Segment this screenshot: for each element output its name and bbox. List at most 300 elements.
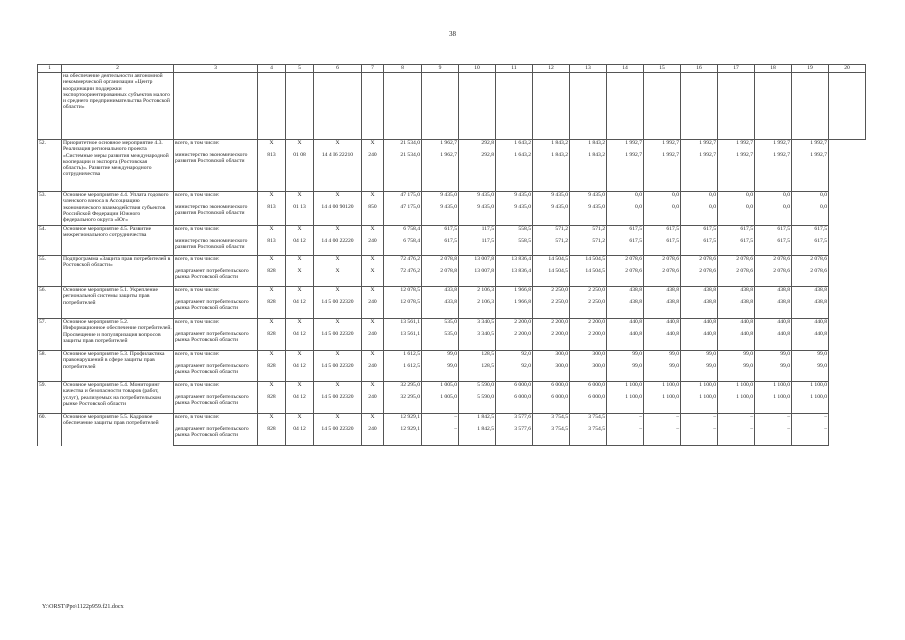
value-cell: 1 992,7 — [607, 152, 644, 192]
value-cell: X — [362, 414, 384, 427]
value-cell: 617,5 — [681, 238, 718, 256]
table-row — [38, 192, 866, 205]
value-cell: 1 992,7 — [718, 140, 755, 153]
row-name: Основное мероприятие 4.4. Уплата годового членского взноса в Ассоциацию экономического взаимодействия субъектов Российской Федерации Южного федерального округа «Юг» — [62, 192, 174, 226]
value-cell: 3 577,6 — [496, 426, 533, 446]
value-cell: 0,0 — [718, 192, 755, 205]
value-cell: – — [792, 426, 829, 446]
value-cell: 617,5 — [755, 238, 792, 256]
value-cell: 1 992,7 — [792, 152, 829, 192]
header-cell: 20 — [829, 65, 866, 73]
value-cell: 558,5 — [496, 238, 533, 256]
value-cell: 2 200,0 — [496, 319, 533, 332]
value-cell: 617,5 — [718, 238, 755, 256]
value-cell: X — [258, 351, 286, 364]
value-cell: 5 590,0 — [459, 394, 496, 414]
value-cell: 1 005,0 — [422, 382, 459, 395]
executor-cell: всего, в том числе: — [174, 256, 258, 269]
value-cell: 438,8 — [718, 287, 755, 300]
value-cell: 99,0 — [644, 351, 681, 364]
value-cell: 2 200,0 — [533, 319, 570, 332]
value-cell: 2 078,6 — [792, 256, 829, 269]
value-cell: 300,0 — [533, 363, 570, 382]
value-cell: 9 435,0 — [459, 204, 496, 226]
value-cell: 14 5 00 22320 — [314, 363, 362, 382]
value-cell: 0,0 — [607, 204, 644, 226]
value-cell: 9 435,0 — [422, 192, 459, 205]
value-cell: 1 992,7 — [644, 140, 681, 153]
value-cell: 14 5 00 22320 — [314, 331, 362, 351]
row-name: Основное мероприятие 5.3. Профилактика правонарушений в сфере защиты прав потребителей — [62, 351, 174, 382]
row-name: Основное мероприятие 5.4. Мониторинг качества и безопасности товаров (работ, услуг), реализуемых на потребительском рынке Ростовской области — [62, 382, 174, 414]
value-cell: 571,2 — [533, 238, 570, 256]
value-cell: 1 842,5 — [459, 414, 496, 427]
value-cell: X — [314, 414, 362, 427]
value-cell: 1 992,7 — [755, 140, 792, 153]
value-cell: 292,8 — [459, 140, 496, 153]
value-cell: 117,5 — [459, 238, 496, 256]
executor-cell: департамент потребительского рынка Ростовской области — [174, 426, 258, 446]
row-number: 53. — [38, 192, 62, 226]
row-name: Основное мероприятие 5.1. Укрепление региональной системы защиты прав потребителей — [62, 287, 174, 319]
value-cell: 617,5 — [755, 226, 792, 239]
value-cell: 1 843,2 — [570, 140, 607, 153]
value-cell: 440,8 — [644, 331, 681, 351]
row-number: 52. — [38, 140, 62, 192]
value-cell: – — [644, 414, 681, 427]
value-cell: 128,5 — [459, 363, 496, 382]
value-cell: 438,8 — [681, 287, 718, 300]
value-cell: 99,0 — [422, 363, 459, 382]
value-cell: 01 08 — [286, 152, 314, 192]
value-cell: X — [286, 140, 314, 153]
value-cell: 2 078,8 — [422, 268, 459, 287]
header-cell: 10 — [459, 65, 496, 73]
value-cell: X — [314, 382, 362, 395]
value-cell: 6 000,0 — [496, 394, 533, 414]
value-cell: 0,0 — [681, 192, 718, 205]
value-cell: 04 12 — [286, 394, 314, 414]
value-cell: 2 106,3 — [459, 299, 496, 319]
value-cell: 72 476,2 — [384, 268, 422, 287]
value-cell: 9 435,0 — [570, 192, 607, 205]
value-cell: 440,8 — [607, 319, 644, 332]
value-cell: 828 — [258, 363, 286, 382]
value-cell: X — [258, 382, 286, 395]
value-cell: 2 078,6 — [718, 256, 755, 269]
executor-cell: департамент потребительского рынка Ростовской области — [174, 363, 258, 382]
value-cell: 9 435,0 — [422, 204, 459, 226]
value-cell: 1 100,0 — [755, 382, 792, 395]
value-cell: X — [258, 414, 286, 427]
table-row — [38, 256, 866, 269]
value-cell: – — [681, 426, 718, 446]
value-cell: 440,8 — [755, 319, 792, 332]
value-cell: X — [258, 192, 286, 205]
value-cell: – — [718, 414, 755, 427]
value-cell: 617,5 — [607, 238, 644, 256]
value-cell: 9 435,0 — [496, 192, 533, 205]
value-cell: 99,0 — [644, 363, 681, 382]
executor-cell: всего, в том числе: — [174, 319, 258, 332]
value-cell: 14 504,5 — [570, 268, 607, 287]
row-number: 59. — [38, 382, 62, 414]
value-cell: 32 295,0 — [384, 382, 422, 395]
value-cell: 438,8 — [607, 287, 644, 300]
value-cell: 1 643,2 — [496, 152, 533, 192]
table-row — [38, 319, 866, 332]
value-cell: 13 836,4 — [496, 268, 533, 287]
header-cell: 1 — [38, 65, 62, 73]
value-cell: 1 100,0 — [718, 382, 755, 395]
value-cell: 04 12 — [286, 363, 314, 382]
continuation-text: на обеспечение деятельности автономной некоммерческой организации «Центр координации поддержки экспортоориентированных субъектов малого и среднего предпринимательства Ростовской области» — [62, 73, 174, 140]
executor-cell: всего, в том числе: — [174, 382, 258, 395]
value-cell: – — [422, 414, 459, 427]
value-cell: 9 435,0 — [459, 192, 496, 205]
header-cell: 9 — [422, 65, 459, 73]
table-row — [38, 414, 866, 427]
header-cell: 6 — [314, 65, 362, 73]
value-cell: 1 100,0 — [755, 394, 792, 414]
value-cell: X — [286, 192, 314, 205]
value-cell: – — [607, 426, 644, 446]
value-cell: 32 295,0 — [384, 394, 422, 414]
value-cell: 0,0 — [718, 204, 755, 226]
value-cell: 1 843,2 — [570, 152, 607, 192]
value-cell: 828 — [258, 299, 286, 319]
budget-table — [37, 64, 866, 446]
row-name: Основное мероприятие 4.5. Развитие межрегионального сотрудничества — [62, 226, 174, 256]
value-cell: 9 435,0 — [533, 204, 570, 226]
value-cell: 92,0 — [496, 351, 533, 364]
value-cell: 2 250,0 — [570, 299, 607, 319]
value-cell: 813 — [258, 152, 286, 192]
value-cell: 14 504,5 — [570, 256, 607, 269]
value-cell: – — [792, 414, 829, 427]
value-cell: 12 078,5 — [384, 287, 422, 300]
value-cell: X — [362, 268, 384, 287]
value-cell: – — [755, 426, 792, 446]
value-cell: 558,5 — [496, 226, 533, 239]
header-cell: 18 — [755, 65, 792, 73]
value-cell: X — [362, 226, 384, 239]
header-cell: 14 — [607, 65, 644, 73]
value-cell: X — [362, 192, 384, 205]
value-cell: 438,8 — [681, 299, 718, 319]
value-cell: X — [258, 226, 286, 239]
value-cell: 99,0 — [792, 351, 829, 364]
value-cell: 440,8 — [681, 331, 718, 351]
value-cell: 438,8 — [607, 299, 644, 319]
value-cell: X — [314, 319, 362, 332]
row-name: Основное мероприятие 5.2. Информационное обеспечение потребителей. Просвещение и популяризация вопросов защиты прав потребителей — [62, 319, 174, 351]
value-cell: 438,8 — [755, 287, 792, 300]
value-cell: 3 340,5 — [459, 319, 496, 332]
value-cell: 2 200,0 — [570, 319, 607, 332]
value-cell: 21 534,0 — [384, 140, 422, 153]
value-cell: X — [314, 256, 362, 269]
value-cell: 1 100,0 — [792, 394, 829, 414]
table-row — [38, 226, 866, 239]
executor-cell: всего, в том числе: — [174, 192, 258, 205]
row-name: Основное мероприятие 5.5. Кадровое обеспечение защиты прав потребителей — [62, 414, 174, 446]
value-cell: 99,0 — [718, 363, 755, 382]
value-cell: 440,8 — [607, 331, 644, 351]
value-cell: 2 078,6 — [644, 256, 681, 269]
value-cell: 14 5 00 22320 — [314, 426, 362, 446]
row-name: Приоритетное основное мероприятие 4.3. Реализация регионального проекта «Системные меры развития международной кооперации и экспорта (Ростовская область)». Развитие международного сотрудничества — [62, 140, 174, 192]
value-cell: 617,5 — [718, 226, 755, 239]
value-cell: 240 — [362, 426, 384, 446]
header-cell: 4 — [258, 65, 286, 73]
value-cell: 12 929,1 — [384, 426, 422, 446]
header-row — [38, 65, 866, 73]
value-cell: 0,0 — [755, 192, 792, 205]
value-cell: 99,0 — [755, 351, 792, 364]
table-row — [38, 382, 866, 395]
value-cell: 292,8 — [459, 152, 496, 192]
value-cell: 0,0 — [607, 192, 644, 205]
value-cell: 1 100,0 — [644, 382, 681, 395]
value-cell: 99,0 — [607, 351, 644, 364]
value-cell: 6 000,0 — [533, 382, 570, 395]
header-cell: 16 — [681, 65, 718, 73]
value-cell: 828 — [258, 331, 286, 351]
value-cell: 3 754,5 — [533, 414, 570, 427]
value-cell: 99,0 — [607, 363, 644, 382]
value-cell: 99,0 — [422, 351, 459, 364]
value-cell: 438,8 — [644, 299, 681, 319]
value-cell: 2 106,3 — [459, 287, 496, 300]
value-cell: 2 200,0 — [570, 331, 607, 351]
value-cell: 117,5 — [459, 226, 496, 239]
value-cell: X — [258, 287, 286, 300]
value-cell: 1 992,7 — [681, 140, 718, 153]
value-cell: 14 4 I6 22210 — [314, 152, 362, 192]
value-cell: 1 992,7 — [681, 152, 718, 192]
value-cell: 1 992,7 — [792, 140, 829, 153]
value-cell: 1 966,8 — [496, 287, 533, 300]
value-cell: X — [258, 319, 286, 332]
value-cell: 1 966,8 — [496, 299, 533, 319]
value-cell: 0,0 — [644, 204, 681, 226]
value-cell: 617,5 — [644, 226, 681, 239]
value-cell: 1 612,5 — [384, 363, 422, 382]
row-number: 56. — [38, 287, 62, 319]
value-cell: 99,0 — [792, 363, 829, 382]
executor-cell: министерство экономического развития Ростовской области — [174, 152, 258, 192]
value-cell: 14 5 00 22320 — [314, 299, 362, 319]
value-cell: 6 758,4 — [384, 226, 422, 239]
value-cell: 2 078,8 — [422, 256, 459, 269]
value-cell: 3 754,5 — [570, 426, 607, 446]
value-cell: X — [362, 351, 384, 364]
table-row — [38, 351, 866, 364]
value-cell: 2 078,6 — [607, 256, 644, 269]
value-cell: 04 12 — [286, 238, 314, 256]
value-cell: 1 992,7 — [755, 152, 792, 192]
header-cell: 17 — [718, 65, 755, 73]
row-number: 55. — [38, 256, 62, 287]
value-cell: – — [755, 414, 792, 427]
value-cell: 433,8 — [422, 299, 459, 319]
value-cell: X — [314, 351, 362, 364]
value-cell: 438,8 — [755, 299, 792, 319]
value-cell: 14 4 00 90120 — [314, 204, 362, 226]
executor-cell: министерство экономического развития Ростовской области — [174, 238, 258, 256]
table-row — [38, 287, 866, 300]
value-cell: X — [286, 414, 314, 427]
value-cell: – — [681, 414, 718, 427]
row-number: 60. — [38, 414, 62, 446]
value-cell: 440,8 — [792, 319, 829, 332]
value-cell: 1 100,0 — [718, 394, 755, 414]
value-cell: 571,2 — [570, 226, 607, 239]
value-cell: 535,0 — [422, 331, 459, 351]
value-cell: X — [314, 287, 362, 300]
value-cell: 440,8 — [718, 319, 755, 332]
executor-cell: всего, в том числе: — [174, 287, 258, 300]
value-cell: 04 12 — [286, 331, 314, 351]
value-cell: 72 476,2 — [384, 256, 422, 269]
value-cell: X — [286, 382, 314, 395]
header-cell: 11 — [496, 65, 533, 73]
row-number: 57. — [38, 319, 62, 351]
value-cell: 2 078,6 — [718, 268, 755, 287]
value-cell: 13 007,8 — [459, 256, 496, 269]
value-cell: 2 200,0 — [533, 331, 570, 351]
value-cell: 99,0 — [718, 351, 755, 364]
value-cell: 1 100,0 — [607, 394, 644, 414]
value-cell: 0,0 — [644, 192, 681, 205]
value-cell: 128,5 — [459, 351, 496, 364]
executor-cell: всего, в том числе: — [174, 140, 258, 153]
header-cell: 2 — [62, 65, 174, 73]
header-cell: 3 — [174, 65, 258, 73]
value-cell: 813 — [258, 238, 286, 256]
value-cell: 571,2 — [533, 226, 570, 239]
executor-cell: министерство экономического развития Ростовской области — [174, 204, 258, 226]
value-cell: 3 340,5 — [459, 331, 496, 351]
value-cell: 2 078,6 — [644, 268, 681, 287]
value-cell: 14 5 00 22320 — [314, 394, 362, 414]
executor-cell: всего, в том числе: — [174, 226, 258, 239]
value-cell: X — [314, 268, 362, 287]
value-cell: X — [362, 287, 384, 300]
value-cell: 440,8 — [644, 319, 681, 332]
value-cell: 1 100,0 — [644, 394, 681, 414]
footer-path: Y:\ORST\Ppo\1122p959.f21.docx — [42, 604, 124, 610]
value-cell: 6 000,0 — [570, 394, 607, 414]
value-cell: X — [286, 226, 314, 239]
value-cell: 850 — [362, 204, 384, 226]
value-cell: 1 992,7 — [644, 152, 681, 192]
row-number: 54. — [38, 226, 62, 256]
value-cell: 617,5 — [607, 226, 644, 239]
header-cell: 5 — [286, 65, 314, 73]
header-cell: 8 — [384, 65, 422, 73]
value-cell: 617,5 — [792, 226, 829, 239]
value-cell: 535,0 — [422, 319, 459, 332]
value-cell: 13 836,4 — [496, 256, 533, 269]
value-cell: X — [362, 256, 384, 269]
value-cell: X — [286, 351, 314, 364]
value-cell: 240 — [362, 152, 384, 192]
value-cell: 240 — [362, 394, 384, 414]
value-cell: 12 078,5 — [384, 299, 422, 319]
value-cell: 240 — [362, 363, 384, 382]
executor-cell: департамент потребительского рынка Ростовской области — [174, 394, 258, 414]
value-cell: 3 754,5 — [533, 426, 570, 446]
value-cell: 2 250,0 — [533, 287, 570, 300]
value-cell: 1 100,0 — [607, 382, 644, 395]
value-cell: 14 4 00 22220 — [314, 238, 362, 256]
value-cell: 1 005,0 — [422, 394, 459, 414]
value-cell: 99,0 — [755, 363, 792, 382]
header-cell: 19 — [792, 65, 829, 73]
value-cell: 433,8 — [422, 287, 459, 300]
value-cell: 04 12 — [286, 426, 314, 446]
value-cell: 440,8 — [755, 331, 792, 351]
value-cell: 0,0 — [792, 192, 829, 205]
value-cell: 1 992,7 — [607, 140, 644, 153]
value-cell: X — [258, 256, 286, 269]
value-cell: 1 100,0 — [792, 382, 829, 395]
value-cell: 438,8 — [644, 287, 681, 300]
executor-cell: департамент потребительского рынка Ростовской области — [174, 331, 258, 351]
value-cell: 13 561,1 — [384, 319, 422, 332]
value-cell: 2 078,6 — [681, 268, 718, 287]
value-cell: 0,0 — [681, 204, 718, 226]
value-cell: X — [362, 382, 384, 395]
value-cell: 617,5 — [422, 238, 459, 256]
header-cell: 15 — [644, 65, 681, 73]
value-cell: X — [362, 140, 384, 153]
value-cell: 92,0 — [496, 363, 533, 382]
value-cell: 14 504,5 — [533, 256, 570, 269]
value-cell: 300,0 — [570, 363, 607, 382]
value-cell: 13 561,1 — [384, 331, 422, 351]
executor-cell: всего, в том числе: — [174, 414, 258, 427]
value-cell: 9 435,0 — [496, 204, 533, 226]
value-cell: 300,0 — [570, 351, 607, 364]
value-cell: 6 758,4 — [384, 238, 422, 256]
value-cell: 617,5 — [681, 226, 718, 239]
value-cell: 440,8 — [792, 331, 829, 351]
row-name: Подпрограмма «Защита прав потребителей в Ростовской области» — [62, 256, 174, 287]
value-cell: 9 435,0 — [533, 192, 570, 205]
value-cell: 828 — [258, 426, 286, 446]
value-cell: 3 754,5 — [570, 414, 607, 427]
value-cell: X — [258, 140, 286, 153]
value-cell: X — [314, 192, 362, 205]
value-cell: 1 962,7 — [422, 140, 459, 153]
value-cell: 9 435,0 — [570, 204, 607, 226]
value-cell: 13 007,8 — [459, 268, 496, 287]
value-cell: 6 000,0 — [533, 394, 570, 414]
value-cell: 438,8 — [792, 287, 829, 300]
value-cell: 813 — [258, 204, 286, 226]
value-cell: – — [644, 426, 681, 446]
value-cell: 2 078,6 — [792, 268, 829, 287]
value-cell: 2 078,6 — [681, 256, 718, 269]
value-cell: 04 12 — [286, 299, 314, 319]
value-cell: 2 078,6 — [607, 268, 644, 287]
value-cell: 2 250,0 — [570, 287, 607, 300]
value-cell: 1 843,2 — [533, 140, 570, 153]
value-cell: X — [286, 319, 314, 332]
